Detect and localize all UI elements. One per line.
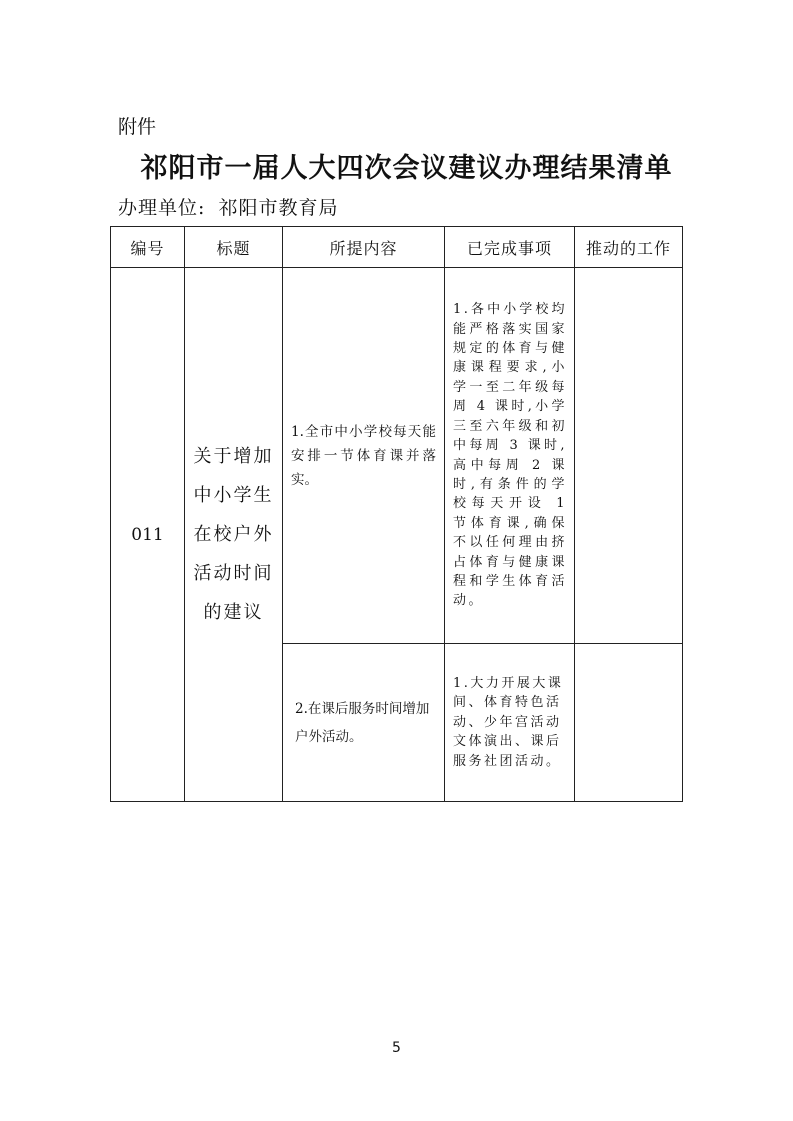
- completed-cell: 1.大力开展大课间、体育特色活动、少年宫活动文体演出、课后服务社团活动。: [445, 644, 575, 802]
- header-completed: 已完成事项: [445, 227, 575, 268]
- attachment-label: 附件: [118, 116, 157, 138]
- handling-unit-value: 祁阳市教育局: [218, 197, 339, 219]
- promoted-cell: [575, 268, 683, 644]
- content-cell: 2.在课后服务时间增加户外活动。: [283, 644, 445, 802]
- table-header-row: [111, 227, 683, 268]
- header-number: 编号: [111, 227, 185, 268]
- proposal-title: 关于增加中小学生在校户外活动时间的建议: [185, 268, 283, 802]
- document-title: 祁阳市一届人大四次会议建议办理结果清单: [140, 153, 673, 184]
- results-table: [110, 226, 683, 802]
- header-title: 标题: [185, 227, 283, 268]
- handling-unit: [118, 193, 338, 220]
- header-promoted: 推动的工作: [575, 227, 683, 268]
- handling-unit-label: 办理单位:: [118, 197, 206, 219]
- proposal-number: 011: [111, 268, 185, 802]
- header-content: 所提内容: [283, 227, 445, 268]
- table-row: [111, 268, 683, 644]
- page-number: 5: [392, 1040, 401, 1056]
- promoted-cell: [575, 644, 683, 802]
- completed-cell: 1.各中小学校均能严格落实国家规定的体育与健康课程要求,小学一至二年级每周 4 课时,小学三至六年级和初中每周 3 课时,高中每周 2 课时,有条件的学校每天开设 1 节体育课,确保不以任何理由挤占体育与健康课程和学生体育活动。: [445, 268, 575, 644]
- content-cell: 1.全市中小学校每天能安排一节体育课并落实。: [283, 268, 445, 644]
